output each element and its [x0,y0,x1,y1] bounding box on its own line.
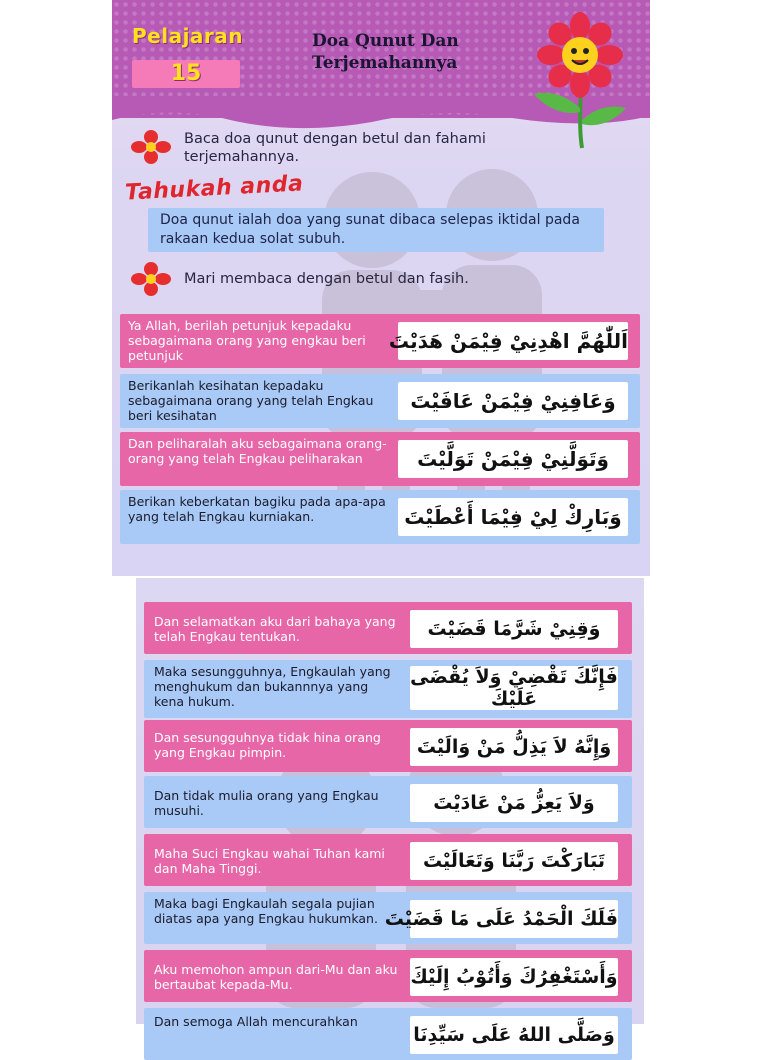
verse-row [144,776,632,828]
tahukah-text: Doa qunut ialah doa yang sunat dibaca selepas iktidal pada rakaan kedua solat subuh. [160,212,580,247]
verse-arabic-box [410,842,618,880]
verse-row [144,892,632,944]
verse-translation: Aku memohon ampun dari-Mu dan aku bertaubat kepada-Mu. [154,962,398,992]
verse-arabic-box [398,498,628,536]
verse-translation: Dan selamatkan aku dari bahaya yang telah Engkau tentukan. [154,614,396,644]
verse-translation: Dan peliharalah aku sebagaimana orang-orang yang telah Engkau peliharakan [128,436,387,466]
flower-bullet-icon [130,130,172,164]
verse-arabic-box [410,666,618,710]
verse-row [120,432,640,486]
verse-arabic-box [388,322,628,360]
lesson-page-2 [136,578,644,1046]
verse-translation: Dan semoga Allah mencurahkan [154,1014,358,1029]
verse-translation: Maka sesungguhnya, Engkaulah yang menghukum dan bukannnya yang kena hukum. [154,664,391,709]
verse-translation: Berikan keberkatan bagiku pada apa-apa yang telah Engkau kurniakan. [128,494,386,524]
flower-bullet-icon [130,262,172,296]
verse-row [144,602,632,654]
verse-arabic-box [398,440,628,478]
verse-arabic: وَتَوَلَّنِيْ فِيْمَنْ تَوَلَّيْتَ [417,447,609,471]
verse-arabic: وَقِنِيْ شَرَّمَا قَضَيْتَ [427,618,601,640]
tahukah-info-box [148,208,604,252]
verse-arabic-box [410,728,618,766]
instruction-text: Baca doa qunut dengan betul dan fahami terjemahannya. [184,131,486,165]
verse-row [144,1008,632,1060]
verse-arabic: وَبَارِكْ لِيْ فِيْمَا أَعْطَيْتَ [404,505,622,529]
verse-arabic: وَأَسْتَغْفِرُكَ وَأَتُوْبُ إِلَيْكَ [410,966,618,988]
lesson-label: Pelajaran [132,24,244,48]
verse-arabic-box [384,900,618,938]
verse-arabic: تَبَارَكْتَ رَبَّنَا وَتَعَالَيْتَ [422,850,606,872]
verse-row [120,314,640,368]
verse-translation: Dan sesungguhnya tidak hina orang yang Engkau pimpin. [154,730,381,760]
verse-arabic: وَصَلَّى اللهُ عَلَى سَيِّدِنَا [413,1024,615,1046]
verse-translation: Ya Allah, berilah petunjuk kepadaku sebagaimana orang yang engkau beri petunjuk [128,318,366,363]
verse-translation: Berikanlah kesihatan kepadaku sebagaimana orang yang telah Engkau beri kesihatan [128,378,374,423]
verse-arabic: وَعَافِنِيْ فِيْمَنْ عَافَيْتَ [410,389,616,413]
tahukah-heading: Tahukah anda [124,171,305,206]
verse-arabic: اَللّٰهُمَّ اهْدِنِيْ فِيْمَنْ هَدَيْتَ [388,329,628,353]
verse-translation: Maka bagi Engkaulah segala pujian diatas apa yang Engkau hukumkan. [154,896,378,926]
verse-row [144,950,632,1002]
lesson-number-badge [132,60,240,88]
verse-arabic-box [410,784,618,822]
verse-row [120,490,640,544]
verse-arabic: فَإِنَّكَ تَقْضِيْ وَلاَ يُقْضَى عَلَيْكَ [410,666,618,710]
verse-row [144,720,632,772]
verse-arabic-box [410,1016,618,1054]
verse-arabic-box [398,382,628,420]
verse-translation: Maha Suci Engkau wahai Tuhan kami dan Maha Tinggi. [154,846,385,876]
lesson-page-1 [112,0,650,576]
verse-translation: Dan tidak mulia orang yang Engkau musuhi. [154,788,379,818]
verse-arabic-box [410,958,618,996]
verse-arabic: فَلَكَ الْحَمْدُ عَلَى مَا قَضَيْتَ [384,908,618,930]
smiling-flower-icon [530,12,630,148]
verse-arabic: وَلاَ يَعِزُّ مَنْ عَادَيْتَ [433,792,595,814]
verse-row [120,374,640,428]
verse-row [144,660,632,718]
lesson-title: Doa Qunut Dan Terjemahannya [312,31,459,73]
lesson-number: 15 [170,61,202,86]
verse-arabic: وَإِنَّهُ لاَ يَذِلُّ مَنْ وَالَيْتَ [416,736,612,758]
verse-arabic-box [410,610,618,648]
verse-row [144,834,632,886]
read-prompt-text: Mari membaca dengan betul dan fasih. [184,271,469,287]
